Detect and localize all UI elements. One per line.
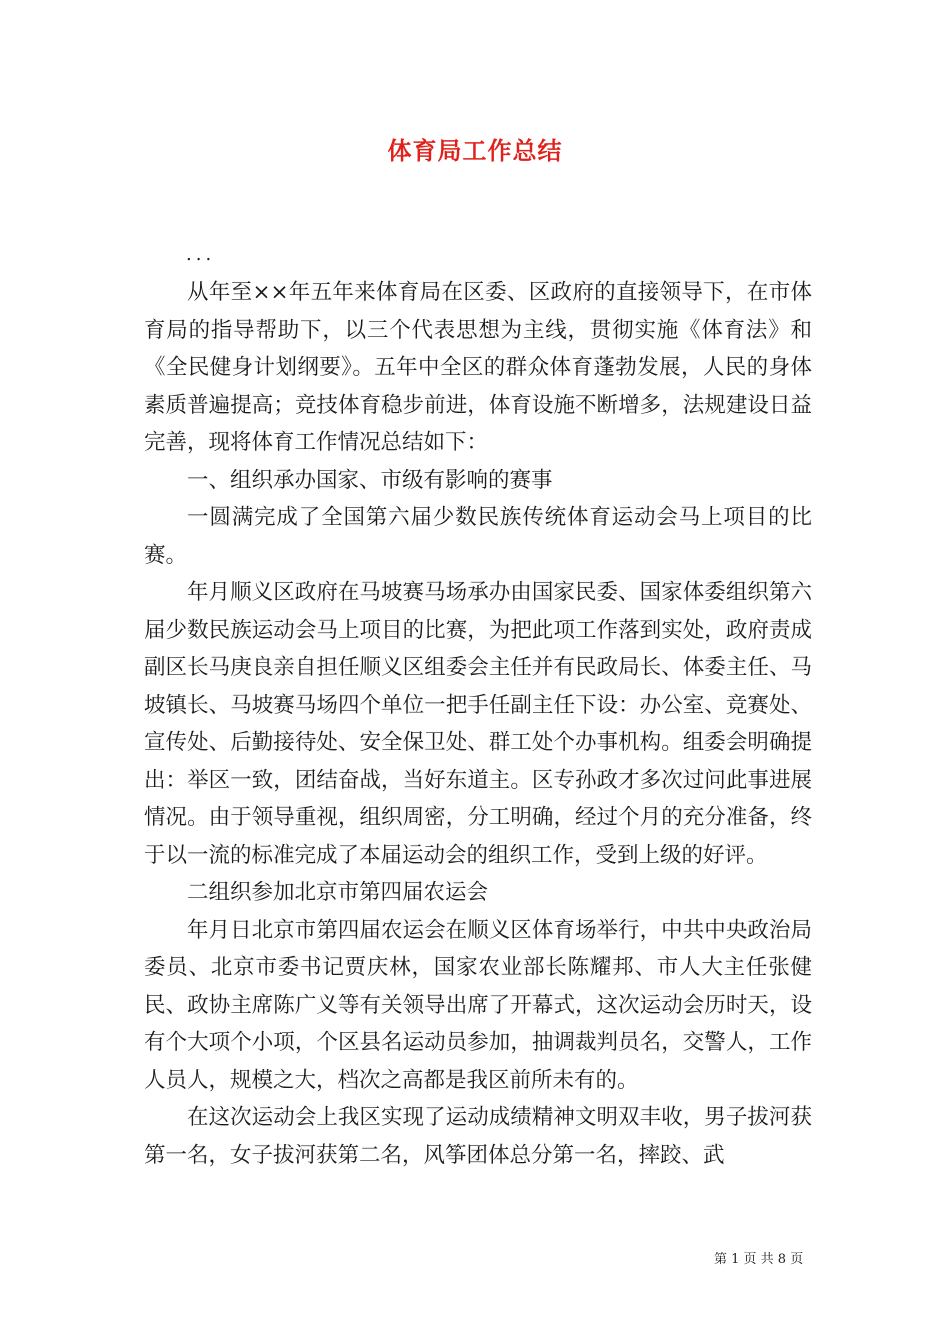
paragraph-farmers-games: 年月日北京市第四届农运会在顺义区体育场举行，中共中央政治局委员、北京市委书记贾庆林，国家农业部长陈耀邦、市人大主任张健民、政协主席陈广义等有关领导出席了开幕式，这次运动会历时天，设有个大项个小项，个区县名运动员参加，抽调裁判员名，交警人，工作人员人，规模之大，档次之高都是我区前所未有的。 [144,917,812,1093]
page-number: 第 1 页 共 8 页 [714,1252,804,1267]
paragraph-intro: 从年至××年五年来体育局在区委、区政府的直接领导下，在市体育局的指导帮助下，以三个代表思想为主线，贯彻实施《体育法》和《全民健身计划纲要》。五年中全区的群众体育蓬勃发展，人民的身体素质普遍提高；竞技体育稳步前进，体育设施不断增多，法规建设日益完善，现将体育工作情况总结如下： [144,280,812,455]
document-title: 体育局工作总结 [387,136,563,165]
section-heading-1: 一、组织承办国家、市级有影响的赛事 [187,467,553,493]
paragraph-results: 在这次运动会上我区实现了运动成绩精神文明双丰收，男子拔河获第一名，女子拔河获第二名，风筝团体总分第一名，摔跤、武 [144,1105,812,1168]
ellipsis-marker: ... [186,244,216,265]
subsection-heading-1: 一圆满完成了全国第六届少数民族传统体育运动会马上项目的比赛。 [144,505,812,568]
paragraph-ethnic-games: 年月顺义区政府在马坡赛马场承办由国家民委、国家体委组织第六届少数民族运动会马上项目的比赛，为把此项工作落到实处，政府责成副区长马庚良亲自担任顺义区组委会主任并有民政局长、体委主任、马坡镇长、马坡赛马场四个单位一把手任副主任下设：办公室、竞赛处、宣传处、后勤接待处、安全保卫处、群工处个办事机构。组委会明确提出：举区一致，团结奋战，当好东道主。区专孙政才多次过问此事进展情况。由于领导重视，组织周密，分工明确，经过个月的充分准备，终于以一流的标准完成了本届运动会的组织工作，受到上级的好评。 [144,580,812,868]
document-body [144,274,812,1174]
section-heading-2: 二组织参加北京市第四届农运会 [187,880,489,905]
